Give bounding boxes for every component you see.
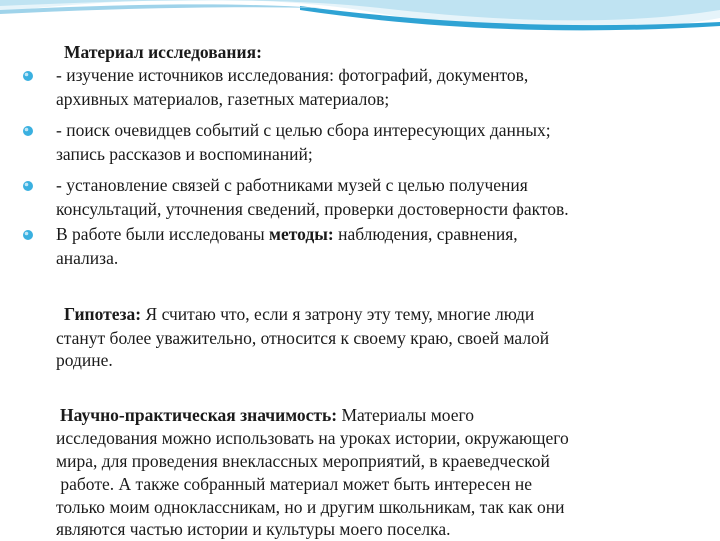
material-heading: Материал исследования: — [64, 42, 262, 62]
bullet-2-line-2: запись рассказов и воспоминаний; — [56, 144, 313, 164]
methods-label: методы: — [269, 224, 334, 244]
hypothesis-line-2: станут более уважительно, относится к своему краю, своей малой — [56, 328, 550, 348]
significance-line-4: работе. А также собранный материал может быть интересен не — [56, 474, 533, 494]
hypothesis-text: Я считаю что, если я затрону эту тему, многие люди — [141, 304, 535, 324]
bullet-icon — [22, 125, 34, 137]
significance-line-3: мира, для проведения внеклассных мероприятий, в краеведческой — [56, 451, 550, 471]
hypothesis-label: Гипотеза: — [64, 304, 142, 324]
bullet-icon — [22, 70, 34, 82]
bullet-2-line-1: - поиск очевидцев событий с целью сбора интересующих данных; — [56, 120, 551, 140]
significance-text: Материалы моего — [337, 405, 474, 425]
bullet-3-line-1: - установление связей с работниками музей с целью получения — [56, 175, 528, 195]
significance-label: Научно-практическая значимость: — [60, 405, 338, 425]
hypothesis-line-1 — [64, 302, 534, 326]
bullet-3-line-2: консультаций, уточнения сведений, проверки достоверности фактов. — [56, 199, 569, 219]
significance-line-2: исследования можно использовать на уроках истории, окружающего — [56, 428, 569, 448]
bullet-1-line-1: - изучение источников исследования: фотографий, документов, — [56, 65, 529, 85]
significance-line-1 — [60, 403, 474, 427]
bullet-icon — [22, 229, 34, 241]
bullet-4-line-2: анализа. — [56, 248, 119, 268]
bullet-4-line-1 — [56, 222, 518, 246]
methods-list: наблюдения, сравнения, — [333, 224, 518, 244]
significance-line-5: только моим одноклассникам, но и другим школьникам, так как они — [56, 497, 565, 517]
hypothesis-line-3: родине. — [56, 350, 113, 370]
bullet-icon — [22, 180, 34, 192]
methods-intro: В работе были исследованы — [56, 224, 270, 244]
bullet-1-line-2: архивных материалов, газетных материалов; — [56, 89, 390, 109]
significance-line-6: являются частью истории и культуры моего поселка. — [56, 519, 451, 539]
